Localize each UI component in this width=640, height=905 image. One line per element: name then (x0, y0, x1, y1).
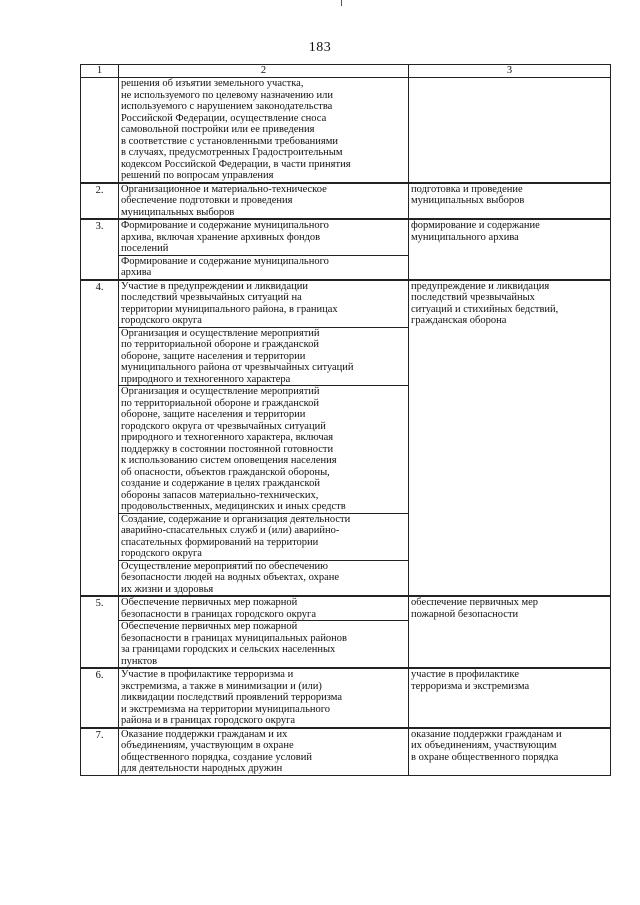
power-description-cell (119, 183, 409, 220)
text-line: для деятельности народных дружин (121, 763, 283, 774)
power-item (119, 327, 408, 386)
text-line: района и в границах городского округа (121, 715, 296, 726)
power-item (119, 513, 408, 560)
text-line: оказание поддержки гражданам и (411, 728, 562, 740)
power-description-cell (119, 668, 409, 728)
text-line: продовольственных, медицинских и иных средств (121, 501, 346, 512)
text-line: к использованию систем оповещения населения (121, 455, 337, 466)
text-line: Обеспечение первичных мер пожарной (121, 597, 298, 608)
text-line: Организационное и материально-техническое (121, 183, 327, 195)
row-number: 7. (81, 728, 119, 776)
text-line: по территориальной обороне и гражданской (121, 397, 320, 409)
text-line: пожарной безопасности (411, 608, 519, 620)
power-item (121, 729, 406, 775)
text-line: самовольной постройки или ее приведения (121, 124, 315, 135)
table-row (81, 78, 611, 183)
scan-mark (341, 0, 342, 6)
text-line: аварийно-спасательных служб и (или) аварийно- (121, 525, 340, 536)
table-row (81, 219, 611, 280)
text-line: поддержку в состоянии постоянной готовности (121, 443, 334, 455)
text-line: спасательных формирований на территории (121, 536, 319, 548)
row-number: 5. (81, 596, 119, 668)
text-line: подготовка и проведение (411, 183, 523, 195)
text-line: природного и техногенного характера, включая (121, 432, 334, 443)
category-cell (409, 280, 611, 597)
table-row (81, 280, 611, 597)
header-col-1: 1 (81, 65, 119, 78)
text-line: муниципальных выборов (121, 206, 235, 218)
text-line: безопасности людей на водных объектах, охране (121, 572, 340, 583)
text-line: экстремизма, а также в минимизации и (или) (121, 680, 322, 692)
text-line: не используемого по целевому назначению или (121, 89, 333, 101)
table-row (81, 596, 611, 668)
text-line: Организация и осуществление мероприятий (121, 327, 320, 339)
power-description-cell (119, 280, 409, 597)
powers-table (80, 64, 611, 776)
header-col-3: 3 (409, 65, 611, 78)
text-line: архива (121, 267, 152, 278)
row-number: 2. (81, 183, 119, 220)
power-item (121, 78, 406, 182)
category-cell (409, 596, 611, 668)
power-item (119, 255, 408, 279)
text-line: Оказание поддержки гражданам и их (121, 728, 288, 740)
row-number: 3. (81, 219, 119, 280)
power-item (121, 220, 406, 255)
row-number: 4. (81, 280, 119, 597)
header-row (81, 65, 611, 78)
power-item (119, 620, 408, 667)
text-line: предупреждение и ликвидация (411, 280, 550, 292)
text-line: обороне, защите населения и территории (121, 350, 306, 362)
power-description-cell (119, 219, 409, 280)
text-line: обороне, защите населения и территории (121, 409, 306, 420)
text-line: Российской Федерации, осуществление сноса (121, 112, 327, 124)
table-row (81, 668, 611, 728)
text-line: в соответствие с установленными требованиями (121, 135, 338, 147)
text-line: природного и техногенного характера (121, 373, 291, 385)
text-line: за границами городских и сельских населенных (121, 644, 336, 655)
power-description-cell (119, 78, 409, 183)
text-line: Создание, содержание и организация деятельности (121, 513, 351, 525)
text-line: в случаях, предусмотренных Градостроительным (121, 147, 343, 158)
power-item (121, 669, 406, 727)
text-line: городского округа (121, 548, 202, 559)
text-line: последствий чрезвычайных (411, 292, 535, 303)
power-item (119, 385, 408, 513)
category-cell (409, 668, 611, 728)
power-description-cell (119, 728, 409, 776)
table-row (81, 728, 611, 776)
text-line: муниципального архива (411, 231, 519, 243)
text-line: обороны запасов материально-технических, (121, 489, 319, 501)
text-line: общественного порядка, создание условий (121, 751, 312, 763)
text-line: пунктов (121, 655, 158, 667)
text-line: городского округа (121, 315, 202, 326)
text-line: городского округа от чрезвычайных ситуаций (121, 420, 326, 432)
category-cell (409, 728, 611, 776)
row-number: 6. (81, 668, 119, 728)
text-line: используемого с нарушением законодательства (121, 101, 333, 112)
text-line: последствий чрезвычайных ситуаций на (121, 292, 302, 303)
header-col-2: 2 (119, 65, 409, 78)
text-line: ситуаций и стихийных бедствий, (411, 303, 559, 315)
text-line: муниципального района от чрезвычайных ситуаций (121, 362, 354, 373)
table-body (81, 78, 611, 776)
text-line: Организация и осуществление мероприятий (121, 386, 320, 397)
power-item (119, 560, 408, 596)
text-line: обеспечение первичных мер (411, 597, 539, 608)
text-line: решения об изъятии земельного участка, (121, 78, 304, 89)
text-line: Формирование и содержание муниципального (121, 255, 329, 267)
text-line: безопасности в границах муниципальных районов (121, 632, 348, 644)
text-line: поселений (121, 243, 169, 254)
row-number (81, 78, 119, 183)
text-line: гражданская оборона (411, 315, 507, 326)
power-item (121, 281, 406, 327)
text-line: их жизни и здоровья (121, 583, 214, 595)
text-line: их объединениям, участвующим (411, 740, 557, 751)
text-line: по территориальной обороне и гражданской (121, 339, 320, 350)
text-line: кодексом Российской Федерации, в части принятия (121, 158, 351, 170)
table-row (81, 183, 611, 220)
power-description-cell (119, 596, 409, 668)
text-line: обеспечение подготовки и проведения (121, 195, 293, 206)
text-line: Обеспечение первичных мер пожарной (121, 621, 298, 632)
text-line: Формирование и содержание муниципального (121, 220, 329, 231)
text-line: Осуществление мероприятий по обеспечению (121, 560, 329, 572)
page-number: 183 (308, 40, 332, 55)
text-line: безопасности в границах городского округа (121, 608, 316, 620)
text-line: в охране общественного порядка (411, 751, 559, 763)
text-line: участие в профилактике (411, 669, 520, 680)
text-line: ликвидации последствий проявлений терроризма (121, 692, 343, 703)
text-line: архива, включая хранение архивных фондов (121, 231, 321, 243)
text-line: создание и содержание в целях гражданской (121, 478, 320, 489)
text-line: территории муниципального района, в границах (121, 303, 338, 315)
text-line: формирование и содержание (411, 220, 540, 231)
text-line: об опасности, объектов гражданской обороны, (121, 466, 330, 478)
text-line: объединениям, участвующим в охране (121, 740, 294, 751)
text-line: и экстремизма на территории муниципального (121, 703, 331, 715)
category-cell (409, 219, 611, 280)
text-line: Участие в предупреждении и ликвидации (121, 280, 309, 292)
power-item (121, 184, 406, 219)
text-line: Участие в профилактике терроризма и (121, 669, 294, 680)
text-line: решений по вопросам управления (121, 170, 274, 181)
power-item (121, 597, 406, 620)
text-line: терроризма и экстремизма (411, 680, 530, 692)
category-cell (409, 78, 611, 183)
text-line: муниципальных выборов (411, 195, 525, 206)
category-cell (409, 183, 611, 220)
